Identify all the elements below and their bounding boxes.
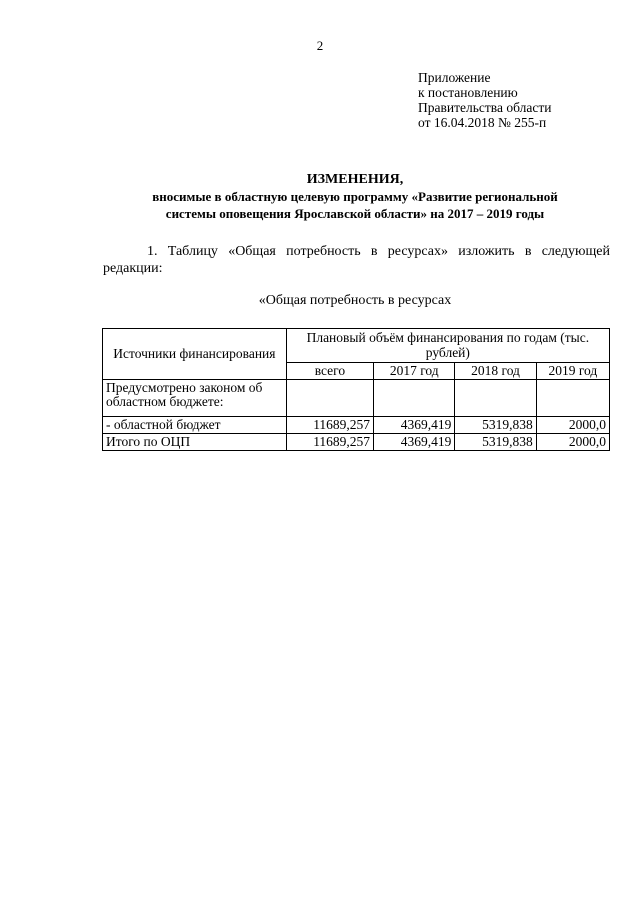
- page-number: 2: [316, 38, 324, 53]
- header-2018: 2018 год: [455, 362, 536, 379]
- annex-line: к постановлению: [418, 85, 518, 100]
- row-source: - областной бюджет: [103, 417, 287, 434]
- funding-table: [102, 328, 610, 451]
- row-2018: 5319,838: [455, 434, 536, 451]
- header-2017: 2017 год: [374, 362, 455, 379]
- row-2017: [374, 380, 455, 417]
- row-2018: 5319,838: [455, 417, 536, 434]
- annex-line: от 16.04.2018 № 255-п: [418, 115, 547, 130]
- title-sub-line: системы оповещения Ярославской области» на 2017 – 2019 годы: [165, 206, 545, 221]
- row-2017: 4369,419: [374, 434, 455, 451]
- annex-line: Правительства области: [418, 100, 552, 115]
- table-caption: «Общая потребность в ресурсах: [258, 293, 452, 308]
- annex-line: Приложение: [418, 70, 491, 85]
- row-2019: 2000,0: [536, 417, 609, 434]
- annex-header: [418, 70, 551, 130]
- document-title: [60, 172, 640, 222]
- header-plan: Плановый объём финансирования по годам (тыс. рублей): [286, 329, 609, 363]
- header-2019: 2019 год: [536, 362, 609, 379]
- row-2019: 2000,0: [536, 434, 609, 451]
- table-row: [103, 417, 610, 434]
- row-total: 11689,257: [286, 417, 373, 434]
- row-2019: [536, 380, 609, 417]
- row-source: Предусмотрено законом об областном бюджете:: [103, 380, 287, 417]
- table-row: [103, 434, 610, 451]
- title-sub-line: вносимые в областную целевую программу «Развитие региональной: [152, 189, 558, 204]
- row-2017: 4369,419: [374, 417, 455, 434]
- table-row: [103, 380, 610, 417]
- row-total: 11689,257: [286, 434, 373, 451]
- row-total: [286, 380, 373, 417]
- table-header-row: [103, 329, 610, 363]
- body-paragraph: 1. Таблицу «Общая потребность в ресурсах» изложить в следующей редакции:: [103, 244, 610, 276]
- header-source: Источники финансирования: [103, 329, 287, 380]
- header-total: всего: [286, 362, 373, 379]
- row-2018: [455, 380, 536, 417]
- title-main: ИЗМЕНЕНИЯ,: [306, 172, 404, 187]
- row-source: Итого по ОЦП: [103, 434, 287, 451]
